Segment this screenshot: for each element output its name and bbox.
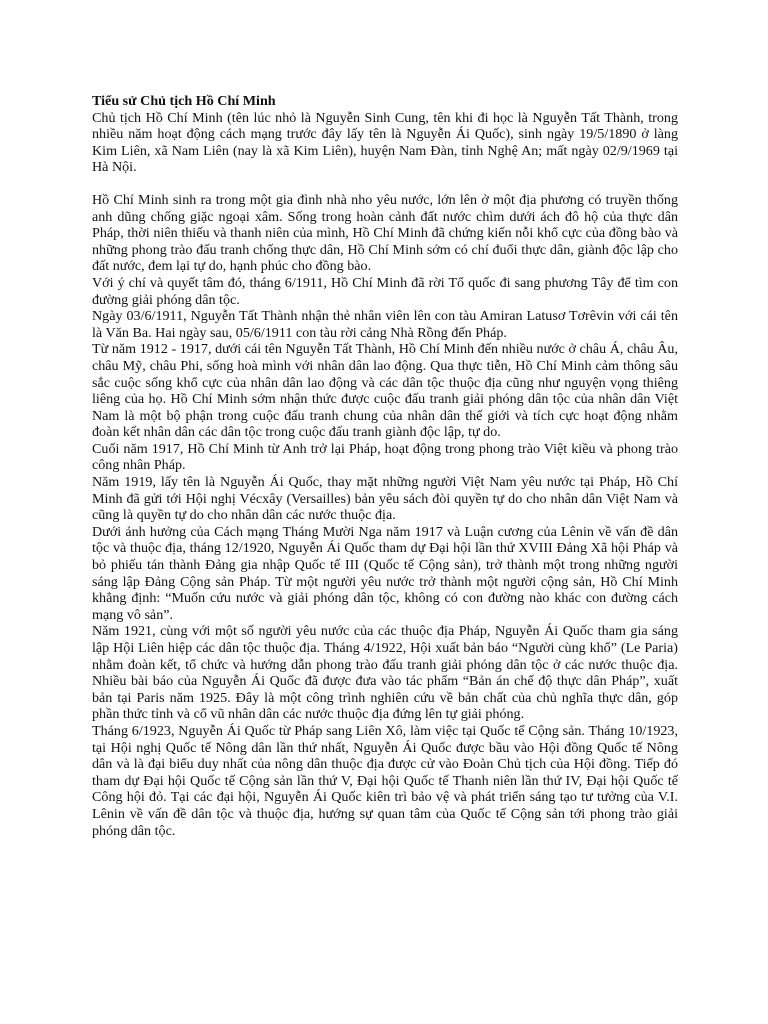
document-title: Tiểu sử Chủ tịch Hồ Chí Minh: [92, 93, 276, 109]
paragraph-le-paria: Năm 1921, cùng với một số người yêu nước của các thuộc địa Pháp, Nguyễn Ái Quốc tham gia sáng lập Hội Liên hiệp các dân tộc thuộc địa. Tháng 4/1922, Hội xuất bản báo “Người cùng khổ” (Le Paria) nhằm đoàn kết, tổ chức và hướng dẫn phong trào đấu tranh giải phóng dân tộc ở các nước thuộc địa. Nhiều bài báo của Nguyễn Ái Quốc đã được đưa vào tác phẩm “Bản án chế độ thực dân Pháp”, xuất bản tại Paris năm 1925. Đây là một công trình nghiên cứu về bản chất của chủ nghĩa thực dân, góp phần thức tỉnh và cổ vũ nhân dân các nước thuộc địa đứng lên tự giải phóng.: [92, 623, 678, 723]
paragraph-soviet: Tháng 6/1923, Nguyễn Ái Quốc từ Pháp sang Liên Xô, làm việc tại Quốc tế Cộng sản. Tháng 10/1923, tại Hội nghị Quốc tế Nông dân lần thứ nhất, Nguyễn Ái Quốc được bầu vào Hội đồng Quốc tế Nông dân và là đại biểu duy nhất của nông dân thuộc địa được cử vào Đoàn Chủ tịch của Hội đồng. Tiếp đó tham dự Đại hội Quốc tế Cộng sản lần thứ V, Đại hội Quốc tế Thanh niên lần thứ IV, Đại hội Quốc tế Công hội đỏ. Tại các đại hội, Nguyễn Ái Quốc kiên trì bảo vệ và phát triển sáng tạo tư tưởng của V.I. Lênin về vấn đề dân tộc và thuộc địa, hướng sự quan tâm của Quốc tế Cộng sản tới phong trào giải phóng dân tộc.: [92, 722, 678, 839]
paragraph-versailles: Năm 1919, lấy tên là Nguyễn Ái Quốc, thay mặt những người Việt Nam yêu nước tại Pháp, Hồ Chí Minh đã gửi tới Hội nghị Vécxây (Versailles) bản yêu sách đòi quyền tự do cho nhân dân Việt Nam và cũng là quyền tự do cho nhân dân các nước thuộc địa.: [92, 474, 678, 524]
paragraph-departure: Với ý chí và quyết tâm đó, tháng 6/1911, Hồ Chí Minh đã rời Tổ quốc đi sang phương Tây để tìm con đường giải phóng dân tộc.: [92, 274, 678, 308]
paragraph-communist: Dưới ảnh hưởng của Cách mạng Tháng Mười Nga năm 1917 và Luận cương của Lênin về vấn đề dân tộc và thuộc địa, tháng 12/1920, Nguyễn Ái Quốc tham dự Đại hội lần thứ XVIII Đảng Xã hội Pháp và bỏ phiếu tán thành Đảng gia nhập Quốc tế III (Quốc tế Cộng sản), trở thành một trong những người sáng lập Đảng Cộng sản Pháp. Từ một người yêu nước trở thành một người cộng sản, Hồ Chí Minh khẳng định: “Muốn cứu nước và giải phóng dân tộc, không có con đường nào khác con đường cách mạng vô sản”.: [92, 523, 678, 623]
paragraph-travels: Từ năm 1912 - 1917, dưới cái tên Nguyễn Tất Thành, Hồ Chí Minh đến nhiều nước ở châu Á, châu Âu, châu Mỹ, châu Phi, sống hoà mình với nhân dân lao động. Qua thực tiễn, Hồ Chí Minh cảm thông sâu sắc cuộc sống khổ cực của nhân dân lao động và các dân tộc thuộc địa cũng như nguyện vọng thiêng liêng của họ. Hồ Chí Minh sớm nhận thức được cuộc đấu tranh giải phóng dân tộc của nhân dân Việt Nam là một bộ phận trong cuộc đấu tranh chung của nhân dân thế giới và tích cực hoạt động nhằm đoàn kết nhân dân các dân tộc trong cuộc đấu tranh giành độc lập, tự do.: [92, 341, 678, 441]
document-page: [92, 93, 678, 839]
paragraph-ship: Ngày 03/6/1911, Nguyễn Tất Thành nhận thẻ nhân viên lên con tàu Amiran Latusơ Tơrêvin với cái tên là Văn Ba. Hai ngày sau, 05/6/1911 con tàu rời cảng Nhà Rồng đến Pháp.: [92, 308, 678, 341]
paragraph-intro: Chủ tịch Hồ Chí Minh (tên lúc nhỏ là Nguyễn Sinh Cung, tên khi đi học là Nguyễn Tất Thành, trong nhiều năm hoạt động cách mạng trước đây lấy tên là Nguyễn Ái Quốc), sinh ngày 19/5/1890 ở làng Kim Liên, xã Nam Liên (nay là xã Kim Liên), huyện Nam Đàn, tỉnh Nghệ An; mất ngày 02/9/1969 tại Hà Nội.: [92, 109, 678, 176]
paragraph-childhood: Hồ Chí Minh sinh ra trong một gia đình nhà nho yêu nước, lớn lên ở một địa phương có truyền thống anh dũng chống giặc ngoại xâm. Sống trong hoàn cảnh đất nước chìm dưới ách đô hộ của thực dân Pháp, thời niên thiếu và thanh niên của mình, Hồ Chí Minh đã chứng kiến nỗi khổ cực của đồng bào và những phong trào đấu tranh chống thực dân, Hồ Chí Minh sớm có chí đuổi thực dân, giành độc lập cho đất nước, đem lại tự do, hạnh phúc cho đồng bào.: [92, 191, 678, 275]
paragraph-return-france: Cuối năm 1917, Hồ Chí Minh từ Anh trở lại Pháp, hoạt động trong phong trào Việt kiều và phong trào công nhân Pháp.: [92, 440, 678, 474]
